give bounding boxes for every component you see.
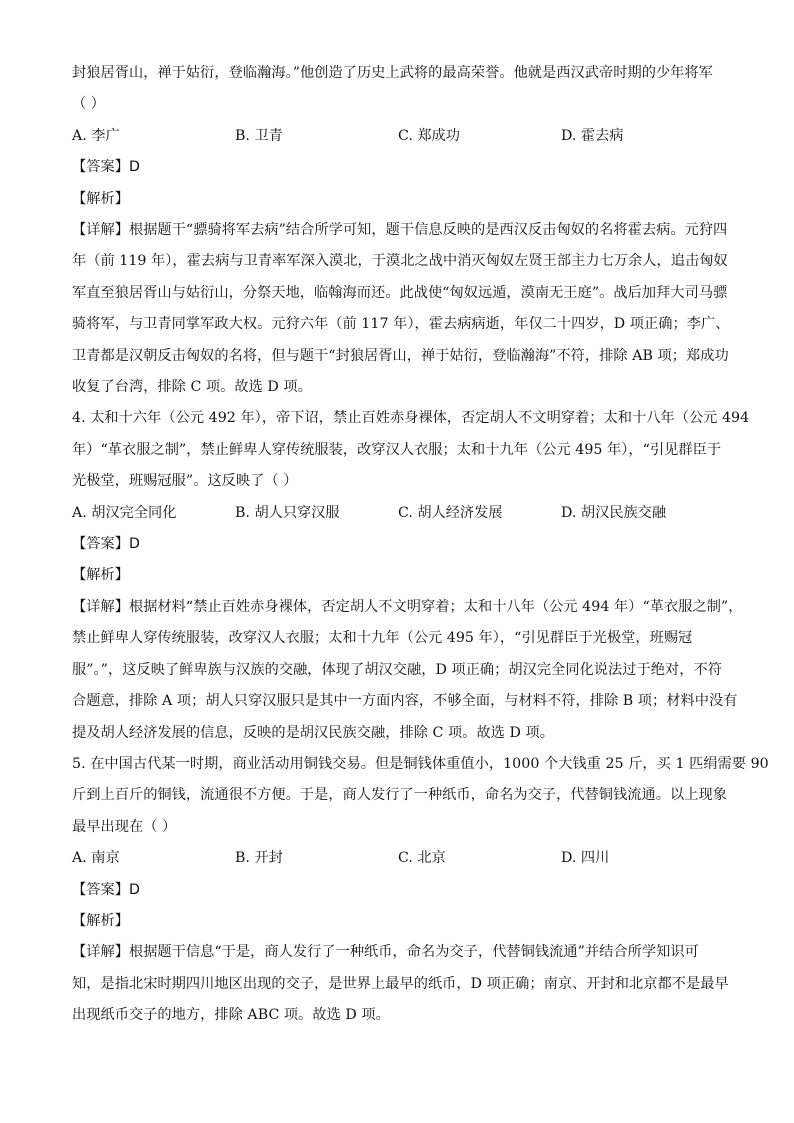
detail-line: 军直至狼居胥山与姑衍山，分祭天地，临翰海而还。此战使“匈奴远遁，漠南无王庭”。战后加拜大司马骠 (72, 284, 728, 301)
answer-label: 【答案】D (72, 881, 140, 898)
option-d: D. 四川 (561, 850, 610, 867)
question-4 (72, 403, 750, 748)
question-stem-line: 封狼居胥山，禅于姑衍，登临瀚海。”他创造了历史上武将的最高荣誉。他就是西汉武帝时期的少年将军 (72, 65, 713, 81)
detail-line: 年（前 119 年），霍去病与卫青率军深入漠北，于漠北之战中消灭匈奴左贤王部主力七万余人，追击匈奴 (72, 253, 728, 270)
option-a: A. 李广 (72, 127, 120, 144)
detail-line: 出现纸币交子的地方，排除 ABC 项。故选 D 项。 (72, 1007, 390, 1024)
question-stem-line: （ ） (72, 96, 106, 113)
options-row (72, 498, 724, 529)
question-stem-line: 5. 在中国古代某一时期，商业活动用铜钱交易。但是铜钱体重值小，1000 个大钱重 25 斤，买 1 匹绢需要 90 (72, 755, 769, 772)
question-5 (72, 749, 769, 1032)
option-b: B. 开封 (235, 850, 283, 867)
detail-line: 合题意，排除 A 项；胡人只穿汉服只是其中一方面内容，不够全面，与材料不符，排除 B 项；材料中没有 (72, 693, 738, 710)
option-a: A. 南京 (72, 850, 120, 867)
question-3 (72, 58, 730, 403)
option-c: C. 郑成功 (398, 127, 460, 144)
detail-line: 骑将军，与卫青同掌军政大权。元狩六年（前 117 年），霍去病病逝，年仅二十四岁，D 项正确；李广、 (72, 316, 730, 333)
analysis-label: 【解析】 (72, 912, 129, 929)
options-row (72, 121, 724, 152)
detail-line: 【详解】根据题干信息“于是，商人发行了一种纸币，命名为交子，代替铜钱流通”并结合所学知识可 (72, 944, 699, 961)
detail-line: 【详解】根据材料“禁止百姓赤身裸体，否定胡人不文明穿着；太和十八年（公元 494 年）“革衣服之制”， (72, 598, 743, 615)
question-stem-line: 年）“革衣服之制”，禁止鲜卑人穿传统服装，改穿汉人衣服；太和十九年（公元 495 年），“引见群臣于 (72, 441, 722, 458)
detail-line: 知，是指北宋时期四川地区出现的交子，是世界上最早的纸币，D 项正确；南京、开封和北京都不是最早 (72, 975, 729, 992)
detail-line: 【详解】根据题干“骠骑将军去病”结合所学可知，题干信息反映的是西汉反击匈奴的名将霍去病。元狩四 (72, 222, 728, 239)
question-stem-line: 4. 太和十六年（公元 492 年），帝下诏，禁止百姓赤身裸体，否定胡人不文明穿着；太和十八年（公元 494 (72, 410, 750, 427)
answer-label: 【答案】D (72, 159, 140, 176)
detail-line: 卫青都是汉朝反击匈奴的名将，但与题干“封狼居胥山，禅于姑衍，登临瀚海”不符，排除 AB 项；郑成功 (72, 347, 729, 364)
question-stem-line: 最早出现在（ ） (72, 818, 177, 835)
option-b: B. 胡人只穿汉服 (235, 504, 340, 521)
document-content (72, 58, 769, 1032)
option-b: B. 卫青 (235, 127, 283, 144)
detail-line: 收复了台湾，排除 C 项。故选 D 项。 (72, 379, 312, 396)
question-stem-line: 光极堂，班赐冠服”。这反映了（ ） (72, 473, 298, 490)
question-stem-line: 斤到上百斤的铜钱，流通很不方便。于是，商人发行了一种纸币，命名为交子，代替铜钱流通。以上现象 (72, 787, 727, 804)
option-c: C. 胡人经济发展 (398, 504, 503, 521)
option-d: D. 霍去病 (561, 127, 624, 144)
option-a: A. 胡汉完全同化 (72, 504, 177, 521)
option-d: D. 胡汉民族交融 (561, 504, 667, 521)
detail-line: 禁止鲜卑人穿传统服装，改穿汉人衣服；太和十九年（公元 495 年），“引见群臣于光极堂，班赐冠 (72, 630, 693, 647)
option-c: C. 北京 (398, 850, 446, 867)
detail-line: 服”。”，这反映了鲜卑族与汉族的交融，体现了胡汉交融，D 项正确；胡汉完全同化说法过于绝对，不符 (72, 661, 722, 678)
analysis-label: 【解析】 (72, 190, 129, 207)
detail-line: 提及胡人经济发展的信息，反映的是胡汉民族交融，排除 C 项。故选 D 项。 (72, 724, 554, 741)
options-row (72, 843, 724, 874)
analysis-label: 【解析】 (72, 567, 129, 584)
answer-label: 【答案】D (72, 536, 140, 553)
